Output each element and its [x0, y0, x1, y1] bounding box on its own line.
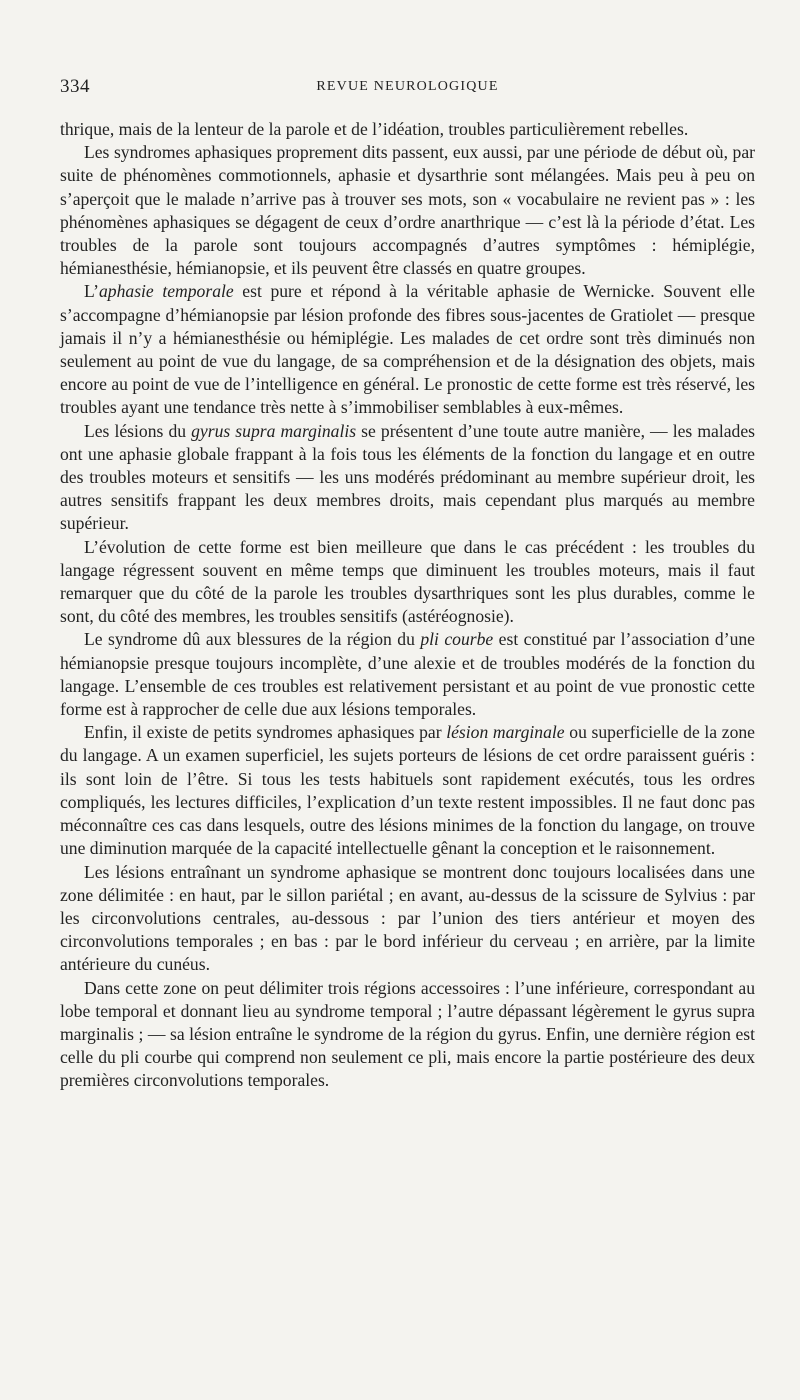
italic-term: pli courbe — [420, 629, 494, 650]
paragraph-gyrus: Les lésions du gyrus supra marginalis se présentent d’une toute autre manière, — les malades ont une aphasie globale frappant à la fois tous les éléments de la fonction du langage et en outre des troubles moteurs et sensitifs — les uns modérés prédominant au membre supérieur droit, les autres sensitifs frappant les deux membres droits, mais cependant plus marqués au membre supérieur. — [60, 420, 756, 534]
italic-term: gyrus supra marginalis — [191, 420, 357, 441]
paragraph-evolution: L’évolution de cette forme est bien meilleure que dans le cas précédent : les troubles du langage régressent souvent en même temps que diminuent les troubles moteurs, mais il faut remarquer que du côté de la parole les troubles dysarthriques sont les plus durables, comme le sont, du côté des membres, les troubles sensitifs (astéréognosie). — [60, 536, 755, 627]
paragraph-localisation: Les lésions entraînant un syndrome aphasique se montrent donc toujours localisées dans une zone délimitée : en haut, par le sillon pariétal ; en avant, au-dessus de la scissure de Sylvius : par les circonvolutions centrales, au-dessous : par l’union des tiers antérieur et moyen des circonvolutions temporales ; en bas : par le bord inférieur du cerveau ; en arrière, par la limite antérieure du cunéus. — [60, 861, 755, 975]
paragraph-pli-courbe: Le syndrome dû aux blessures de la région du pli courbe est constitué par l’association d’une hémianopsie presque toujours incomplète, d’une alexie et de troubles modérés de la fonction du langage. L’ensemble de ces troubles est relativement persistant et au point de vue pronostic cette forme est à rapprocher de celle due aux lésions temporales. — [60, 629, 755, 720]
italic-term: lésion marginale — [446, 722, 565, 743]
article-body — [60, 118, 755, 1093]
paragraph-regions: Dans cette zone on peut délimiter trois régions accessoires : l’une inférieure, correspondant au lobe temporal et donnant lieu au syndrome temporal ; l’autre dépassant légèrement le gyrus supra marginalis ; — sa lésion entraîne le syndrome de la région du gyrus. Enfin, une dernière région est celle du pli courbe qui comprend non seulement ce pli, mais encore la partie postérieure des deux premières circonvolutions temporales. — [60, 977, 755, 1091]
paragraph-continuation: thrique, mais de la lenteur de la parole et de l’idéation, troubles particulièrement rebelles. — [60, 119, 689, 139]
paragraph-aphasie-temporale: L’aphasie temporale est pure et répond à la véritable aphasie de Wernicke. Souvent elle s’accompagne d’hémianopsie par lésion profonde des fibres sous-jacentes de Gratiolet — presque jamais il n’y a hémianesthésie ou hémiplégie. Les malades de cet ordre sont très diminués non seulement au point de vue du langage, de sa compréhension et de la désignation des objets, mais encore au point de vue de l’intelligence en général. Le pronostic de cette forme est très réservé, les troubles ayant une tendance très nette à s’immobiliser semblables à eux-mêmes. — [60, 281, 755, 418]
page-number: 334 — [60, 76, 90, 97]
page-header — [60, 76, 755, 100]
paragraph-syndromes: Les syndromes aphasiques proprement dits passent, eux aussi, par une période de début où, par suite de phénomènes commotionnels, aphasie et dysarthrie sont mélangées. Mais peu à peu on s’aperçoit que le malade n’arrive pas à trouver ses mots, son « vocabulaire ne revient pas » : les phénomènes aphasiques se dégagent de ceux d’ordre anarthrique — c’est là la période d’état. Les troubles de la parole sont toujours accompagnés d’autres symptômes : hémiplégie, hémianesthésie, hémianopsie, et ils peuvent être classés en quatre groupes. — [60, 142, 755, 279]
italic-term: aphasie temporale — [99, 281, 234, 302]
paragraph-lesion-marginale: Enfin, il existe de petits syndromes aphasiques par lésion marginale ou superficielle de la zone du langage. A un examen superficiel, les sujets porteurs de lésions de cet ordre paraissent guéris : ils sont loin de l’être. Si tous les tests habituels sont rapidement exécutés, tous les ordres compliqués, les lectures difficiles, l’explication d’un texte restent impossibles. Il ne faut donc pas méconnaître ces cas dans lesquels, outre des lésions minimes de la fonction du langage, on trouve une diminution marquée de la capacité intellectuelle gênant la conception et le raisonnement. — [60, 722, 755, 859]
running-title: REVUE NEUROLOGIQUE — [316, 79, 499, 94]
